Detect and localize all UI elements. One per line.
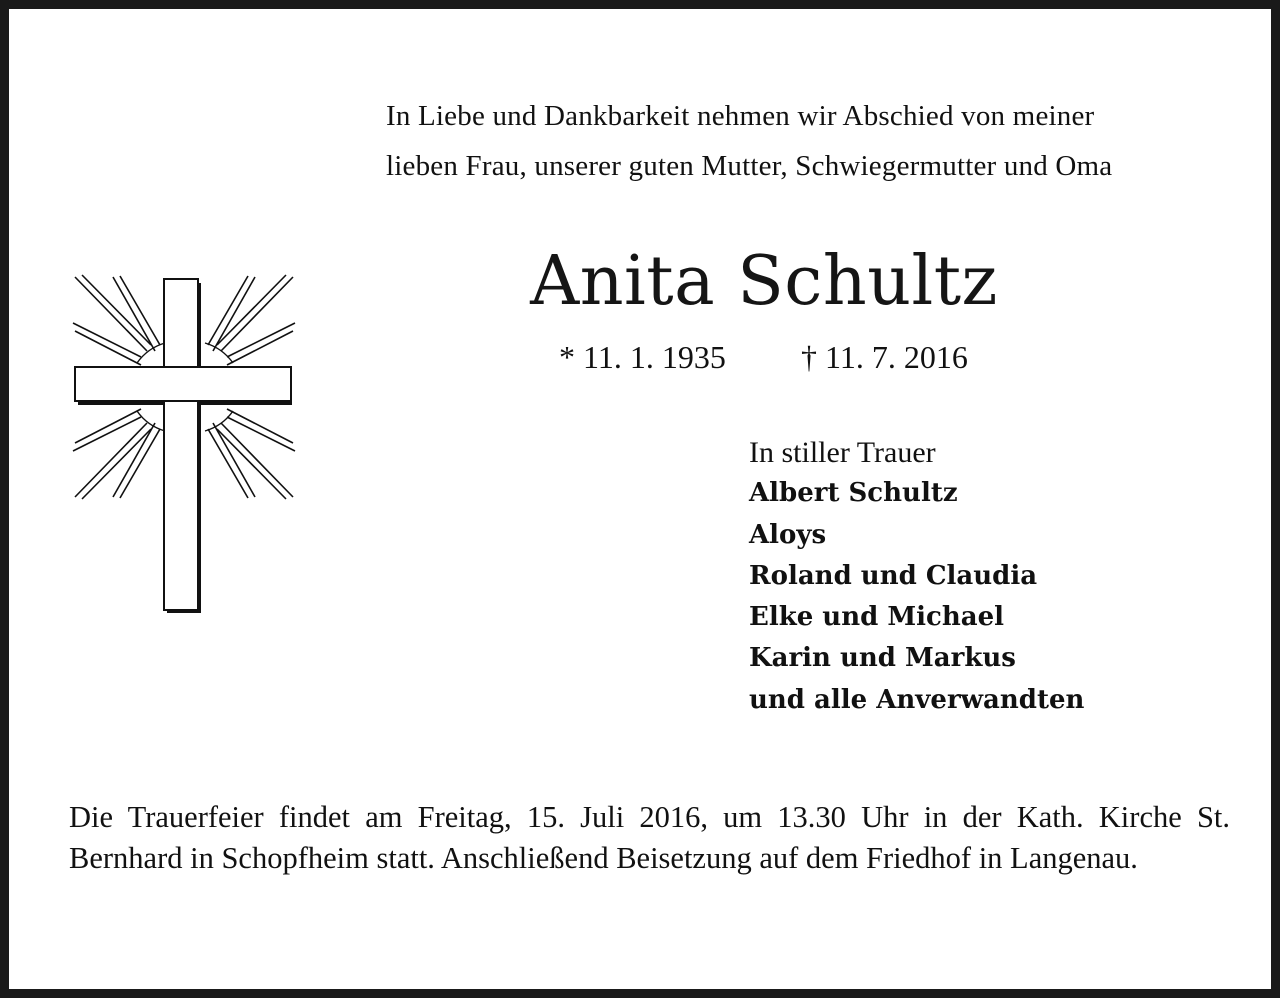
mourner-name: und alle Anverwandten — [749, 684, 1085, 715]
mourner-name: Roland und Claudia — [749, 560, 1038, 591]
mourners-list — [749, 432, 1084, 721]
mourner-name: Aloys — [749, 519, 827, 550]
intro-line: In Liebe und Dankbarkeit nehmen wir Abschied von meiner — [386, 100, 1095, 132]
intro-text — [386, 91, 1246, 191]
mourning-lead: In stiller Trauer — [749, 436, 936, 469]
funeral-notice: Die Trauerfeier findet am Freitag, 15. Juli 2016, um 13.30 Uhr in der Kath. Kirche St. Bernhard in Schopfheim statt. Anschließend Beisetzung auf dem Friedhof in Langenau. — [69, 800, 1230, 875]
deceased-name: Anita Schultz — [530, 242, 998, 321]
mourner-name: Elke und Michael — [749, 602, 1004, 633]
birth-date: * 11. 1. 1935 — [559, 339, 726, 375]
mourner-name: Karin und Markus — [749, 643, 1016, 674]
death-date: † 11. 7. 2016 — [801, 339, 968, 375]
mourner-name: Albert Schultz — [749, 478, 958, 509]
intro-line: lieben Frau, unserer guten Mutter, Schwiegermutter und Oma — [386, 150, 1113, 182]
